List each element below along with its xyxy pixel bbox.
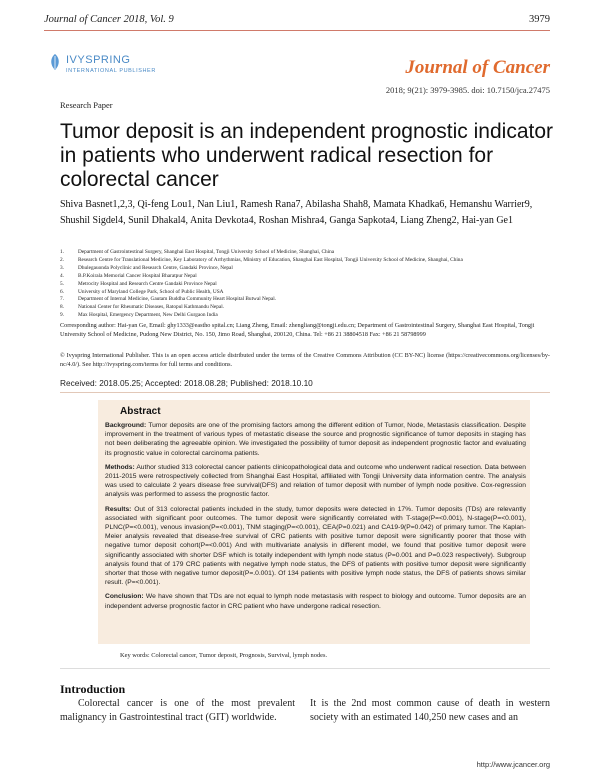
keywords: Key words: Colorectal cancer, Tumor deposit, Prognosis, Survival, lymph nodes. bbox=[120, 652, 328, 659]
affiliation-item: 6. University of Maryland College Park, School of Public Health, USA bbox=[60, 288, 224, 295]
abstract-results: Results: Out of 313 colorectal patients included in the study, tumor deposits were detected in 17%. Tumor deposits (TDs) are relevantly associated with significant poor outcomes. The tumor deposit were significantly correlated with T-stage(P=<0.001), N-stage(P=<0.001), PLNC(P=<0.001), venous invasion(P=<0.001), TNM staging(P=<0.001), CEA(P=0.021) and CA19-9(P=0.042) of primary tumor. The Kaplan-Meier analysis revealed that disease-free survival of CRC patients with positive tumor deposit were significantly poorer that those with negative tumor deposit cohort(P=<0.001) And with multivariate analysis in different model, we found that positive tumor deposit were significantly associated with shorter DSF which is totally independent with lymph node status (P=0.001 and P=0.023 respectively). Subgroup analysis found that of 179 CRC patients with negative lymph node status, the DFS of patients with positive tumor deposit were significantly shorter that those with negative tumor deposit(P=.0.001). Of 134 patients with positive lymph node status, the DFS of patients shows similar result. (P=<0.001). bbox=[105, 505, 527, 587]
license-statement: © Ivyspring International Publisher. This is an open access article distributed under the terms of the Creative Commons Attribution (CC BY-NC) license (https://creativecommons.org/licenses/by-nc/4.0/). See http://ivyspring.com/terms for full terms and conditions. bbox=[60, 352, 550, 368]
footer-url[interactable]: http://www.jcancer.org bbox=[476, 760, 550, 769]
affiliations bbox=[60, 249, 550, 320]
article-title: Tumor deposit is an independent prognostic indicator in patients who underwent radical resection for colorectal cancer bbox=[60, 120, 554, 191]
affiliation-item: 5. Metrocity Hospital and Research Centre Gandaki Province Nepal bbox=[60, 280, 217, 287]
affiliation-item: 9. Max Hospital, Emergency Department, New Delhi Gurgaon India bbox=[60, 312, 218, 319]
dates-divider bbox=[60, 392, 550, 393]
corresponding-author: Corresponding author: Hai-yan Ge, Email: ghy1333@eastho spital.cn; Liang Zheng, Email: zhengliang@tongji.edu.cn; Department of Gastrointestinal Surgery, Shanghai East Hospital, Tongji University School of Medicine, Pudong New District, No. 150, Jimo Road, Shanghai, 200120, China. Tel: +86 21 38804518 Fax: +86 21 58798999 bbox=[60, 322, 535, 338]
affiliation-item: 3. Dhulegauonda Polyclinic and Research Centre, Gandaki Province, Nepal bbox=[60, 264, 233, 271]
running-header-journal: Journal of Cancer 2018, Vol. 9 bbox=[44, 14, 174, 25]
page-number: 3979 bbox=[529, 14, 550, 25]
affiliation-item: 7. Department of Internal Medicine, Gautam Buddha Community Heart Hospital Butwal Nepal. bbox=[60, 296, 276, 303]
affiliation-item: 2. Research Centre for Translational Medicine, Key Laboratory of Arrhythmias, Ministry of Education, Shanghai East Hospital, Tongji University School of Medicine, Shanghai, China bbox=[60, 256, 463, 263]
publisher-name: IVYSPRING bbox=[66, 54, 131, 66]
abstract-body bbox=[105, 421, 526, 616]
abstract-background: Background: Tumor deposits are one of the promising factors among the different edition of Tumor, Node, Metastasis classification. Despite improvement in the treatment of various types of metastatic disease the source and prognostic significance of tumor deposits in staging has not been deliberating the agreeable opinion. We investigated the possibility of tumor deposit as independent prognostic factor and evaluating its prognostic value in colorectal carcinoma patients. bbox=[105, 422, 526, 457]
abstract-methods: Methods: Author studied 313 colorectal cancer patients clinicopathological data and outcome who underwent radical resection. Data between 2011-2015 were retrospectively collected from Shanghai East Hospital, affiliated with Tongji University data information centre. The analysis was used to calculate 2 years disease free survival(DFS) and relation of tumor deposit with number of lymph node positive. Cox-regression analysis was performed to assess the prognostic factor. bbox=[105, 463, 526, 499]
header-divider bbox=[44, 30, 550, 31]
article-type: Research Paper bbox=[60, 100, 113, 110]
article-dates: Received: 2018.05.25; Accepted: 2018.08.28; Published: 2018.10.10 bbox=[60, 378, 313, 388]
ivy-leaf-icon bbox=[48, 53, 62, 71]
section-heading-introduction: Introduction bbox=[60, 682, 126, 696]
citation: 2018; 9(21): 3979-3985. doi: 10.7150/jca.27475 bbox=[385, 85, 550, 95]
abstract-conclusion: Conclusion: We have shown that TDs are not equal to lymph node metastasis with respect to biology and outcome. Tumor deposits are an independent adverse prognostic factor in CRC patient who have undergone radical resection. bbox=[105, 593, 527, 610]
abstract-heading: Abstract bbox=[120, 406, 161, 417]
keywords-divider bbox=[60, 668, 550, 669]
journal-title: Journal of Cancer bbox=[405, 57, 550, 78]
affiliation-item: 4. B.P.Koirala Memorial Cancer Hospital Bharatpur Nepal bbox=[60, 272, 197, 279]
intro-column-left: Colorectal cancer is one of the most prevalent malignancy in Gastrointestinal tract (GIT) worldwide. bbox=[60, 698, 295, 723]
intro-column-right: It is the 2nd most common cause of death in western society with an estimated 140,250 new cases and an bbox=[310, 698, 550, 723]
affiliation-item: 8. National Center for Rheumatic Diseases, Ratopul Kathmandu Nepal. bbox=[60, 304, 225, 311]
author-list: Shiva Basnet1,2,3, Qi-feng Lou1, Nan Liu1, Ramesh Rana7, Abilasha Shah8, Mamata Khadka6, Hemanshu Warrier9, Shushil Sigdel4, Sunil Dhakal4, Anita Devkota4, Roshan Mishra4, Ganga Sapkota4, Liang Zheng2, Hai-yan Ge1 bbox=[60, 199, 533, 226]
publisher-subname: INTERNATIONAL PUBLISHER bbox=[66, 68, 156, 74]
publisher-logo bbox=[48, 50, 156, 74]
affiliation-item: 1. Department of Gastrointestinal Surgery, Shanghai East Hospital, Tongji University School of Medicine, Shanghai, China bbox=[60, 249, 335, 255]
